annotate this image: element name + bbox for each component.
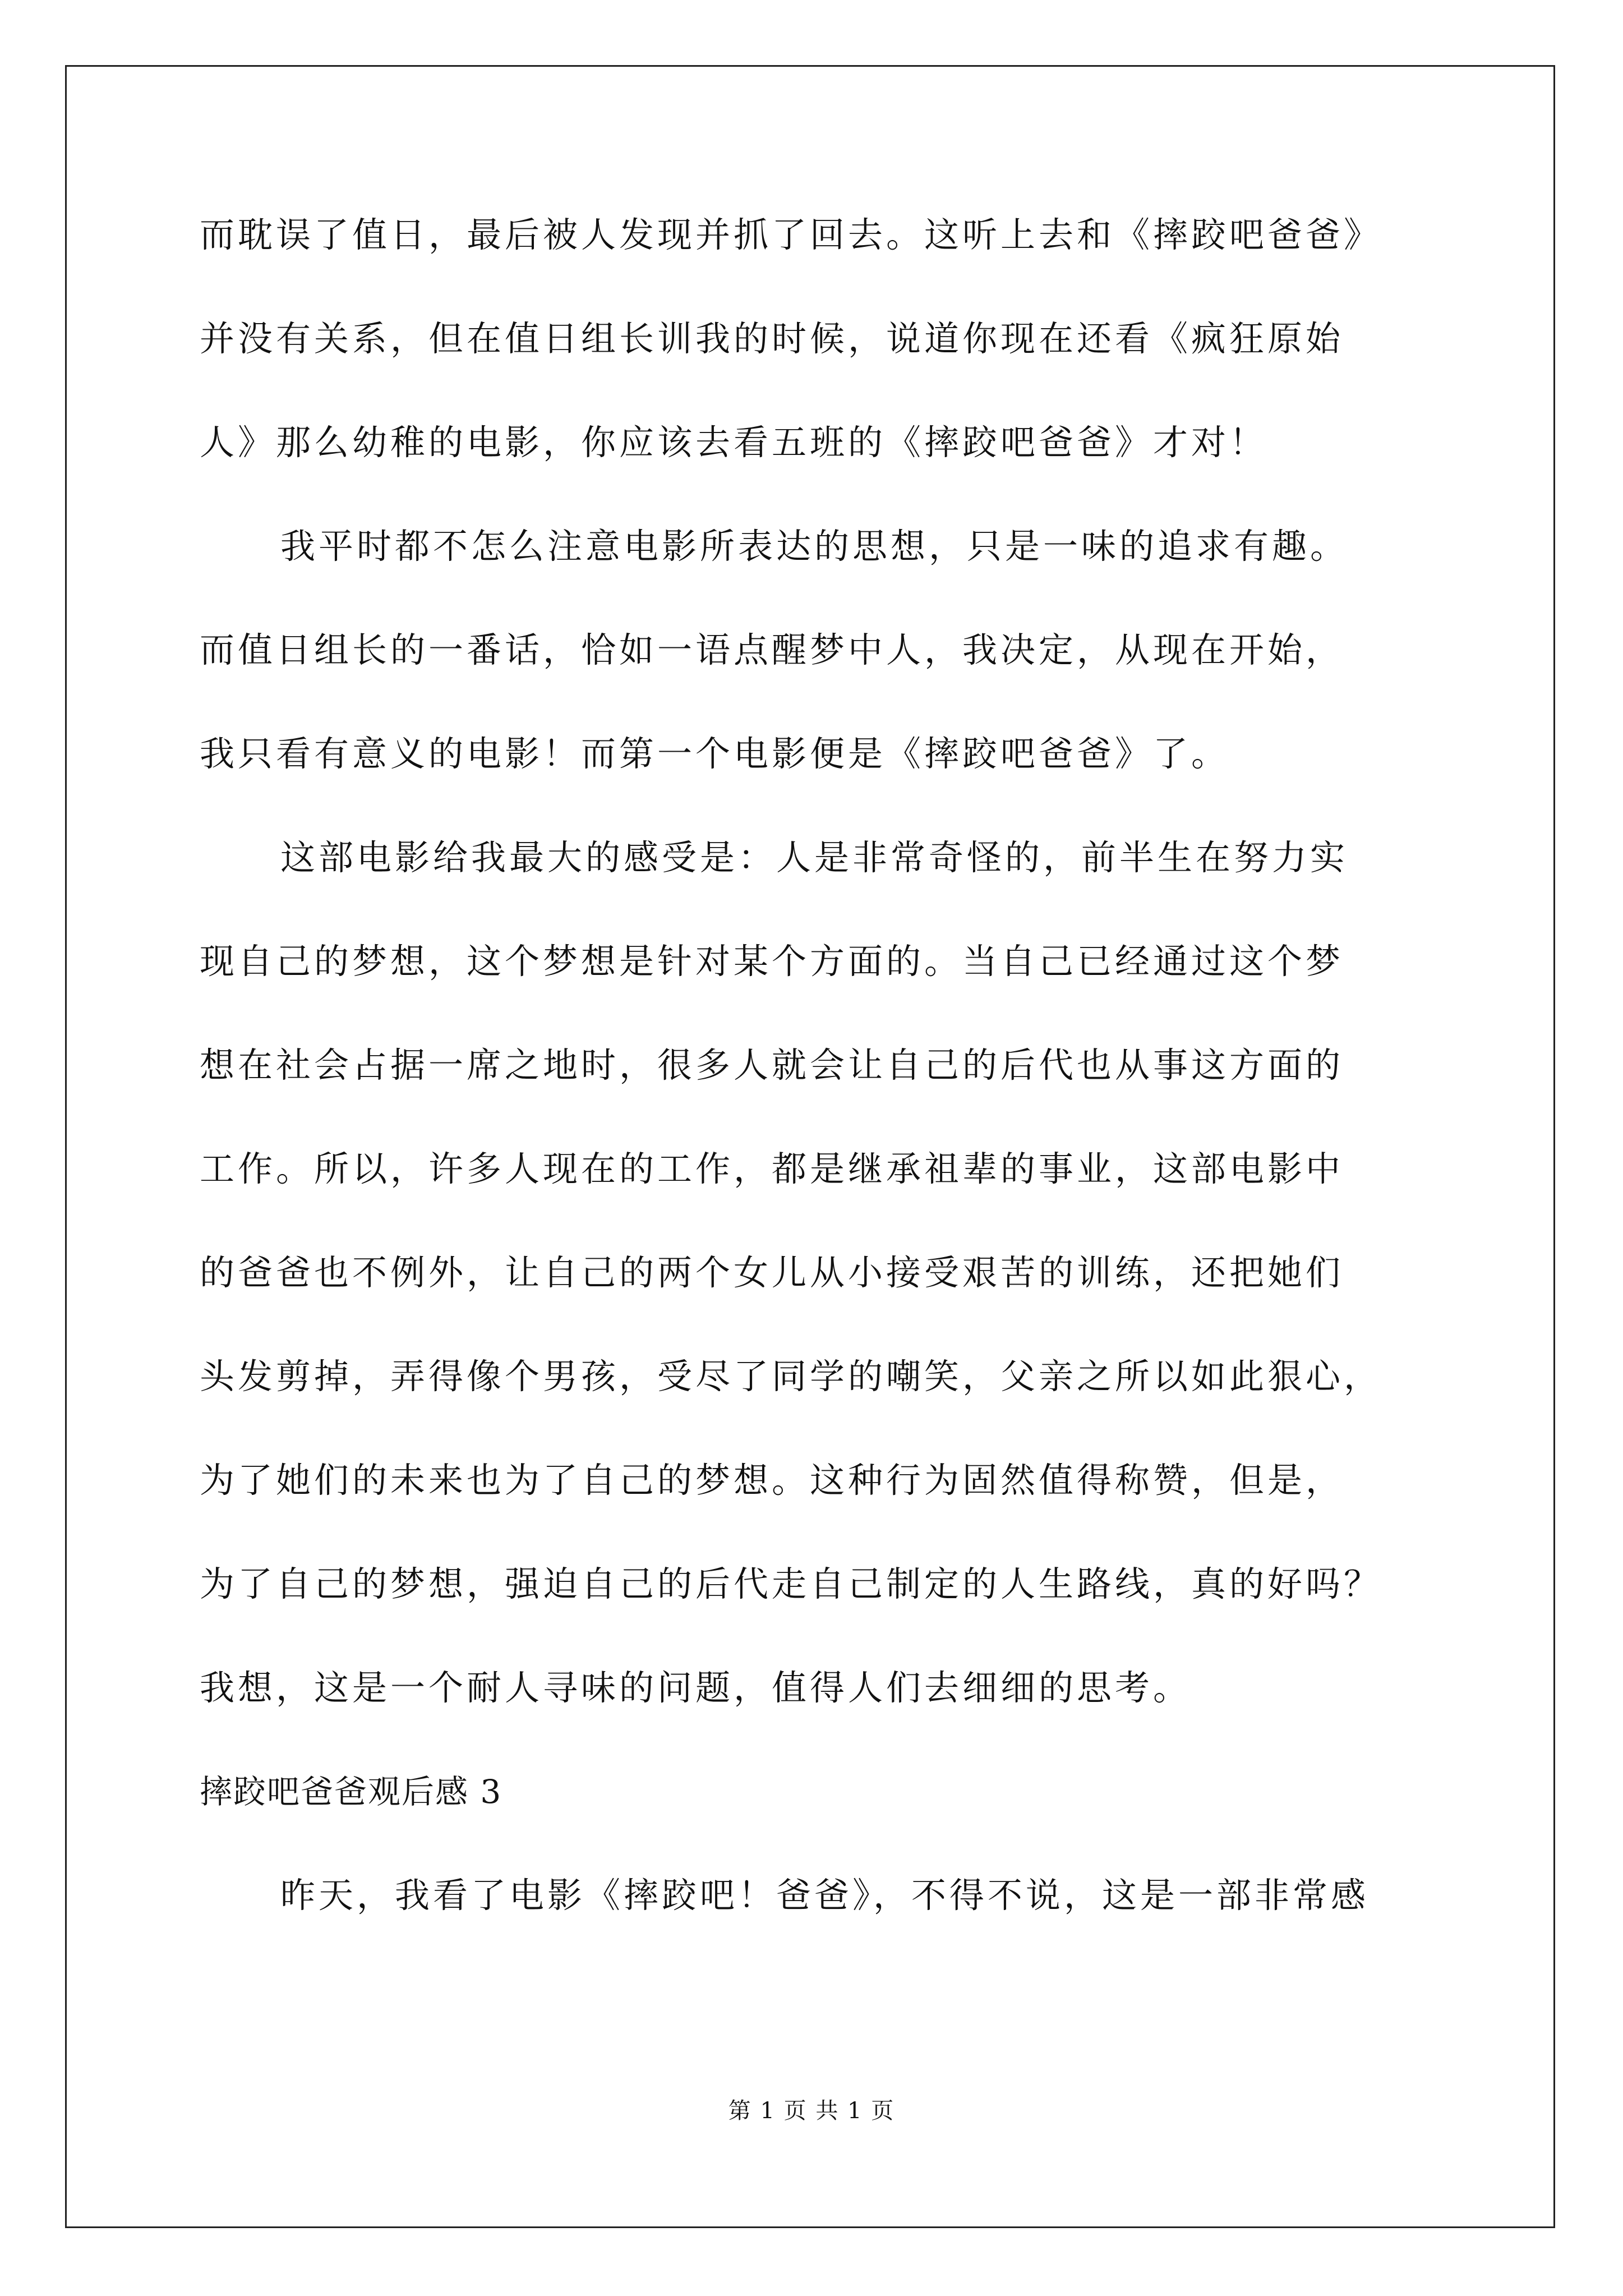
body-line: 工作。所以，许多人现在的工作，都是继承祖辈的事业，这部电影中	[200, 1148, 1344, 1189]
body-line: 为了自己的梦想，强迫自己的后代走自己制定的人生路线，真的好吗？	[200, 1563, 1382, 1604]
body-line: 为了她们的未来也为了自己的梦想。这种行为固然值得称赞，但是，	[200, 1460, 1344, 1501]
body-line: 而值日组长的一番话，恰如一语点醒梦中人，我决定，从现在开始，	[200, 629, 1344, 670]
body-line: 头发剪掉，弄得像个男孩，受尽了同学的嘲笑，父亲之所以如此狠心，	[200, 1356, 1382, 1397]
body-line: 我只看有意义的电影！而第一个电影便是《摔跤吧爸爸》了。	[200, 733, 1230, 774]
section-heading: 摔跤吧爸爸观后感 3	[200, 1773, 502, 1811]
body-line: 想在社会占据一席之地时，很多人就会让自己的后代也从事这方面的	[200, 1045, 1344, 1085]
body-line: 我想，这是一个耐人寻味的问题，值得人们去细细的思考。	[200, 1667, 1192, 1708]
body-line: 并没有关系，但在值日组长训我的时候，说道你现在还看《疯狂原始	[200, 318, 1344, 359]
paragraph-first-line: 这部电影给我最大的感受是：人是非常奇怪的，前半生在努力实	[280, 837, 1349, 878]
body-line: 现自己的梦想，这个梦想是针对某个方面的。当自己已经通过这个梦	[200, 941, 1344, 982]
body-line: 的爸爸也不例外，让自己的两个女儿从小接受艰苦的训练，还把她们	[200, 1252, 1344, 1293]
paragraph-first-line: 昨天，我看了电影《摔跤吧！爸爸》，不得不说，这是一部非常感	[280, 1875, 1370, 1916]
body-line: 而耽误了值日，最后被人发现并抓了回去。这听上去和《摔跤吧爸爸》	[200, 214, 1382, 255]
body-line: 人》那么幼稚的电影，你应该去看五班的《摔跤吧爸爸》才对！	[200, 422, 1268, 463]
paragraph-first-line: 我平时都不怎么注意电影所表达的思想，只是一味的追求有趣。	[280, 526, 1349, 567]
page-footer: 第 1 页 共 1 页	[728, 2098, 895, 2124]
